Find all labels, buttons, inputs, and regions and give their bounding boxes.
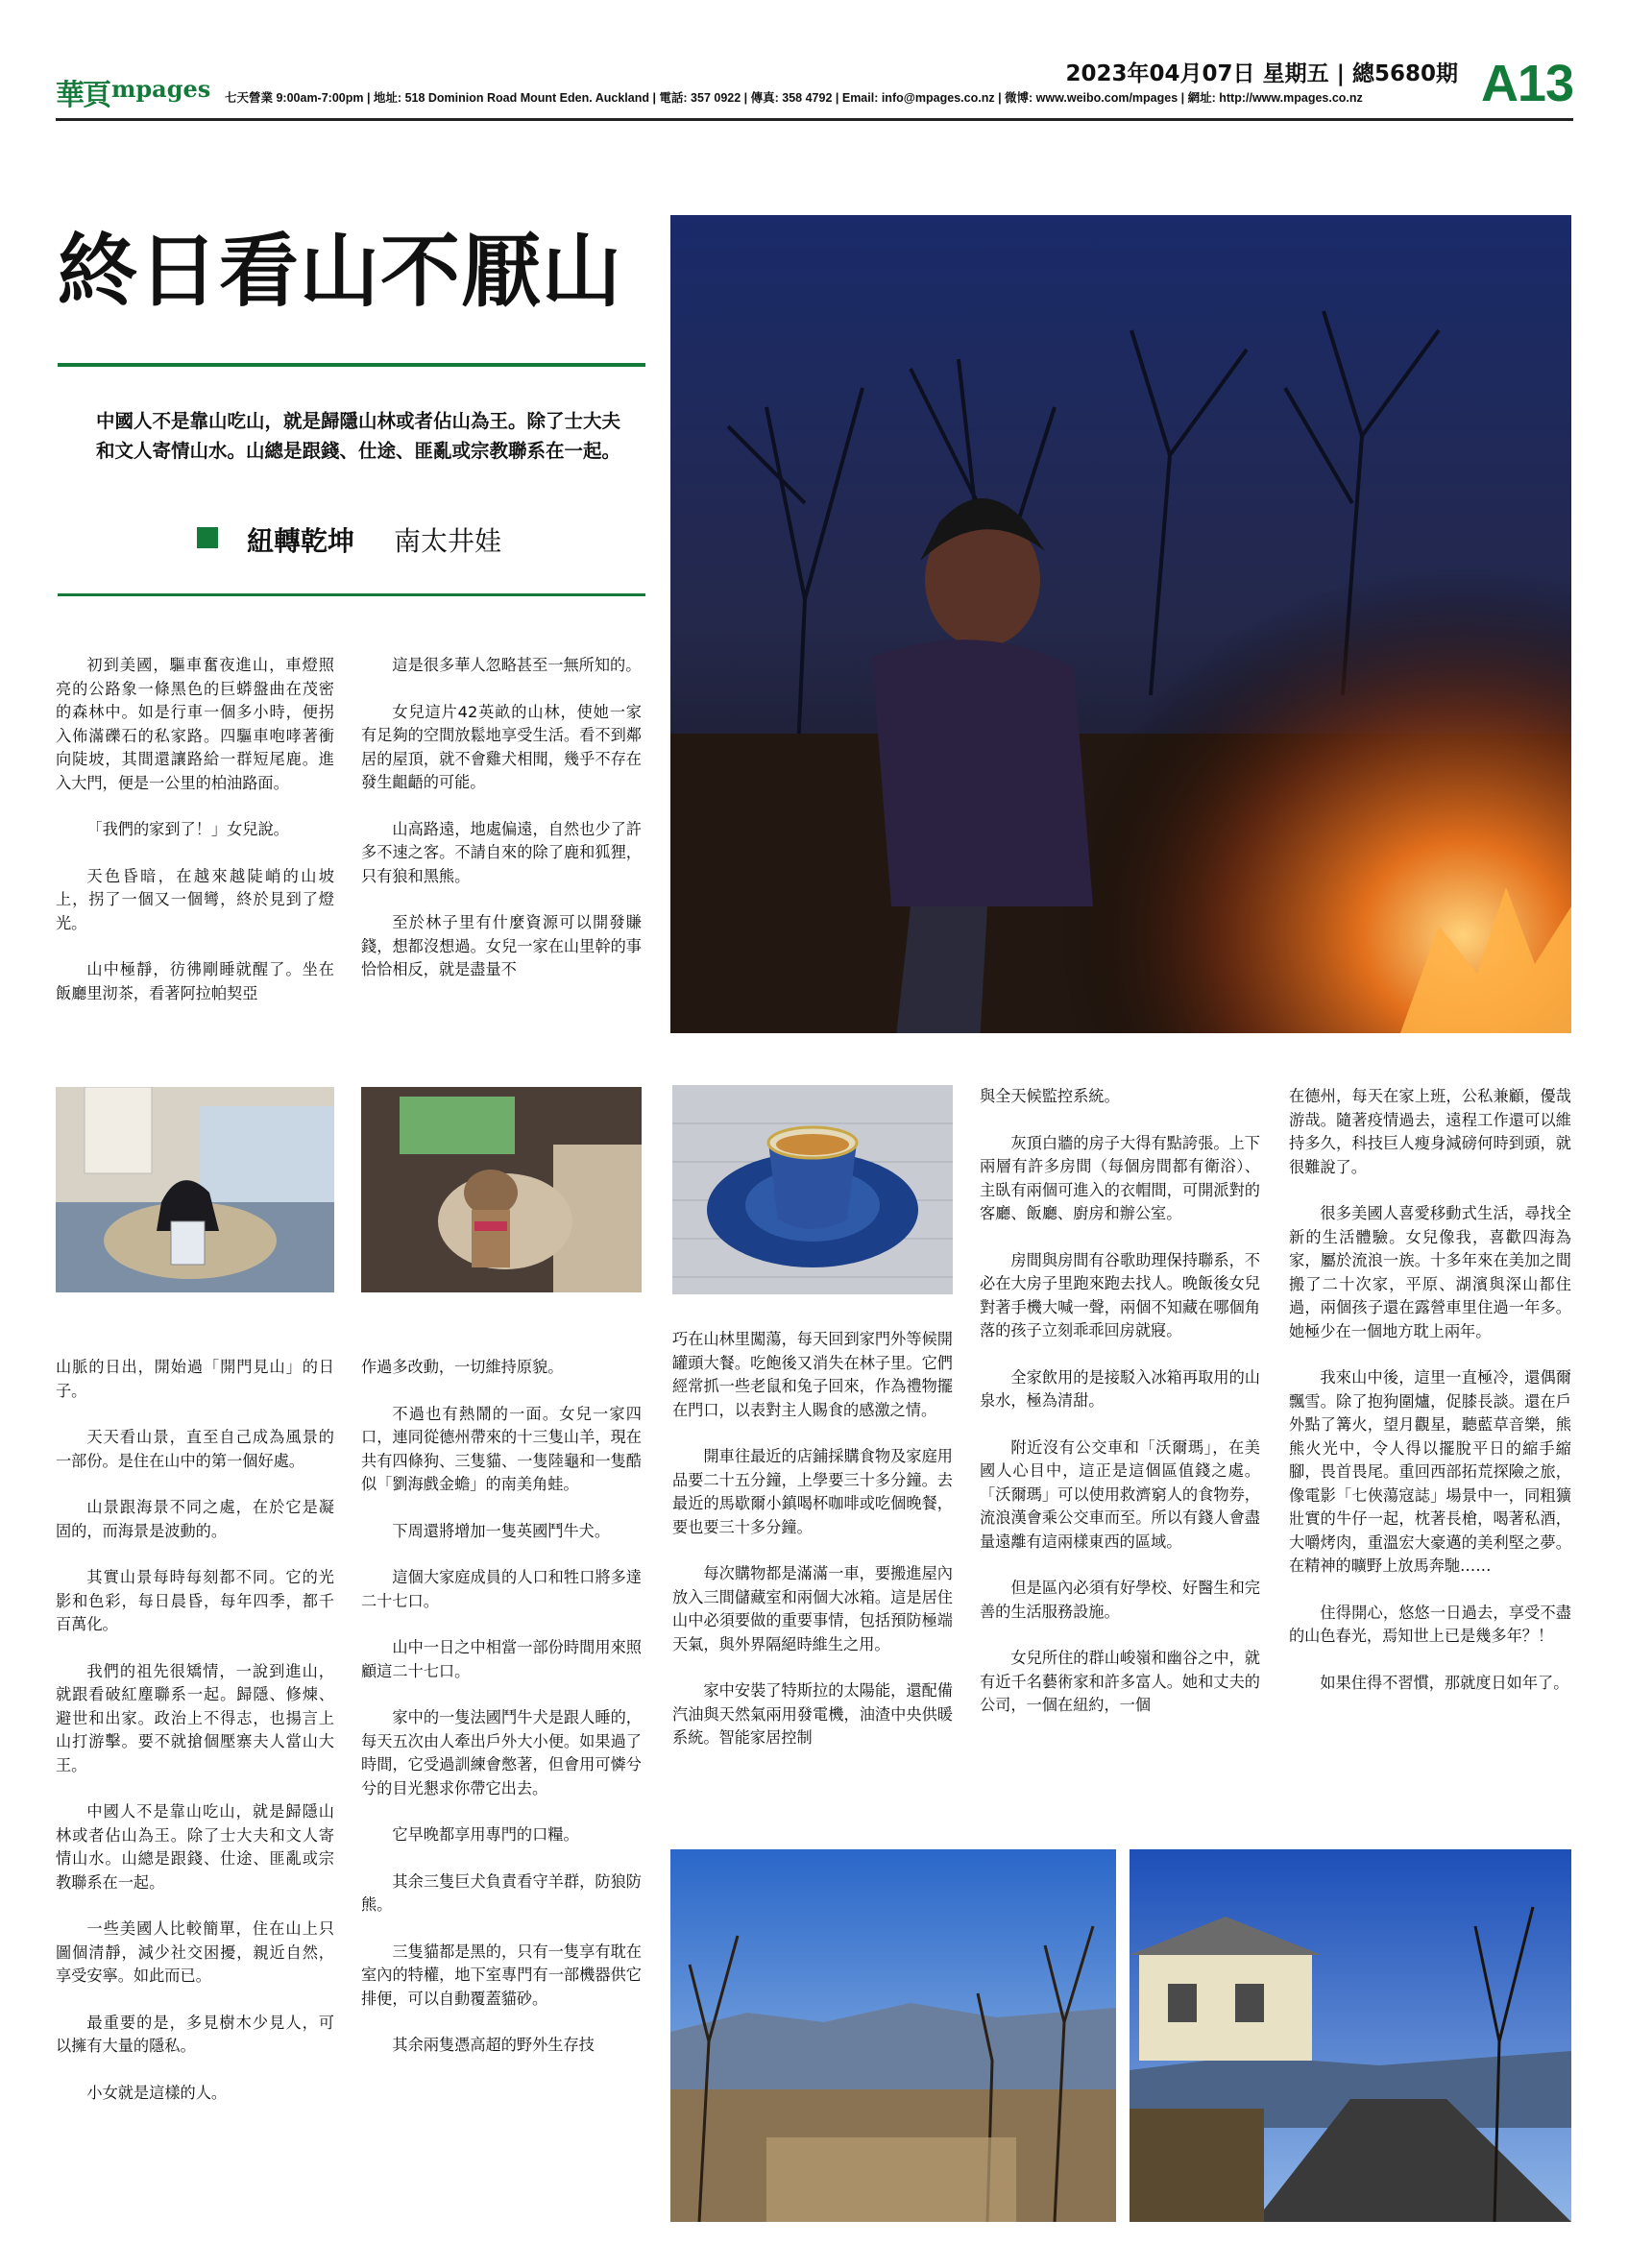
paragraph: 住得開心，悠悠一日過去，享受不盡的山色春光，焉知世上已是幾多年？！: [1289, 1603, 1571, 1645]
mountain-view-photo: [670, 1849, 1116, 2222]
paragraph: 但是區內必須有好學校、好醫生和完善的生活服務設施。: [980, 1579, 1260, 1621]
paragraph: 家中安裝了特斯拉的太陽能，還配備汽油與天然氣兩用發電機，油渣中央供暖系統。智能家居控制: [672, 1681, 953, 1747]
paragraph: 巧在山林里闖蕩，每天回到家門外等候開罐頭大餐。吃飽後又消失在林子里。它們經常抓一些老鼠和兔子回來，作為禮物擺在門口，以表對主人賜食的感激之情。: [672, 1330, 953, 1419]
paragraph: 家中的一隻法國鬥牛犬是跟人睡的，每天五次由人牽出戶外大小便。如果過了時間，它受過訓練會憋著，但會用可憐兮兮的目光懇求你帶它出去。: [361, 1708, 642, 1798]
paragraph: 這個大家庭成員的人口和牲口將多達二十七口。: [361, 1568, 642, 1610]
logo-mark: 華頁: [56, 79, 109, 112]
masthead: [56, 50, 1573, 125]
article-column-1-top: [56, 654, 334, 1028]
article-column-2-top: [361, 654, 642, 1005]
paragraph: 山脈的日出，開始過「開門見山」的日子。: [56, 1358, 334, 1400]
paragraph: 我來山中後，這里一直極冷，還偶爾飄雪。除了抱狗圍爐，促膝長談。還在戶外點了篝火，望月觀星，聽藍草音樂，熊熊火光中，令人得以擺脫平日的縮手縮腳，畏首畏尾。重回西部拓荒探險之旅，像電影「七俠蕩寇誌」場景中一，同粗獷壯實的牛仔一起，枕著長槍，喝著私酒，大嚼烤肉，重溫宏大豪邁的美利堅之夢。在精神的曠野上放馬奔馳……: [1289, 1368, 1571, 1575]
header-divider: [56, 118, 1573, 121]
paragraph: 下周還將增加一隻英國鬥牛犬。: [392, 1521, 611, 1540]
article-lead: 中國人不是靠山吃山，就是歸隱山林或者佔山為王。除了士大夫和文人寄情山水。山總是跟錢、仕途、匪亂或宗教聯系在一起。: [96, 410, 621, 462]
bonfire-night-photo: [670, 215, 1571, 1033]
byline: [197, 519, 639, 557]
paragraph: 附近沒有公交車和「沃爾瑪」，在美國人心目中，這正是這個區值錢之處。「沃爾瑪」可以使用救濟窮人的食物券，流浪漢會乘公交車而至。所以有錢人會盡量遠離有這兩樣東西的區域。: [980, 1437, 1260, 1551]
paragraph: 它早晚都享用專門的口糧。: [392, 1825, 579, 1844]
paragraph: 初到美國，驅車奮夜進山，車燈照亮的公路象一條黑色的巨蟒盤曲在茂密的森林中。如是行車一個多小時，便拐入佈滿礫石的私家路。四驅車咆哮著衝向陡坡，其間還讓路給一群短尾鹿。進入大門，便是一公里的柏油路面。: [56, 656, 334, 792]
logo-wordmark: mpages: [111, 75, 211, 103]
paragraph: 女兒所住的群山峻嶺和幽谷之中，就有近千名藝術家和許多富人。她和丈夫的公司，一個在紐約，一個: [980, 1649, 1260, 1714]
article-column-5: [1289, 1085, 1571, 1718]
article-column-2-bottom: [361, 1356, 642, 2081]
paragraph: 山中極靜，彷彿剛睡就醒了。坐在飯廳里沏茶，看著阿拉帕契亞: [56, 960, 334, 1002]
paragraph: 很多美國人喜愛移動式生活，尋找全新的生活體驗。女兒像我，喜歡四海為家，屬於流浪一族。十多年來在美加之間搬了二十次家，平原、湖濱與深山都住過，兩個孩子還在露營車里住過一年多。她極少在一個地方耽上兩年。: [1289, 1204, 1571, 1340]
paragraph: 灰頂白牆的房子大得有點誇張。上下兩層有許多房間（每個房間都有衛浴）、主臥有兩個可進入的衣帽間，可開派對的客廳、飯廳、廚房和辦公室。: [980, 1133, 1260, 1222]
paragraph: 天天看山景，直至自己成為風景的一部份。是住在山中的第一個好處。: [56, 1428, 334, 1470]
paragraph: 一些美國人比較簡單，住在山上只圖個清靜，減少社交困擾，親近自然，享受安寧。如此而已。: [56, 1919, 334, 1985]
bulldog-photo: [361, 1087, 642, 1292]
square-bullet-icon: [197, 527, 218, 548]
article-column-4: [980, 1085, 1260, 1741]
paragraph: 其實山景每時每刻都不同。它的光影和色彩，每日晨昏，每年四季，都千百萬化。: [56, 1568, 334, 1633]
paragraph: 與全天候監控系統。: [980, 1087, 1120, 1105]
issue-date: 2023年04月07日 星期五 | 總5680期: [1065, 61, 1458, 86]
paragraph: 不過也有熱鬧的一面。女兒一家四口，連同從德州帶來的十三隻山羊，現在共有四條狗、三隻貓、一隻陸龜和一隻酷似「劉海戲金蟾」的南美角蛙。: [361, 1404, 642, 1493]
paragraph: 天色昏暗，在越來越陡峭的山坡上，拐了一個又一個彎，終於見到了燈光。: [56, 866, 334, 932]
cat-window-photo: [56, 1087, 334, 1292]
paragraph: 至於林子里有什麼資源可以開發賺錢，想都沒想過。女兒一家在山里幹的事恰恰相反，就是盡量不: [361, 913, 642, 978]
teacup-photo: [672, 1085, 953, 1294]
article-title: 終日看山不厭山: [58, 224, 622, 318]
paragraph: 山景跟海景不同之處，在於它是凝固的，而海景是波動的。: [56, 1498, 334, 1540]
byline-divider: [58, 593, 645, 596]
paragraph: 我們的祖先很矯情，一說到進山，就跟看破紅塵聯系一起。歸隱、修煉、避世和出家。政治上不得志，也揚言上山打游擊。要不就搶個壓寨夫人當山大王。: [56, 1661, 334, 1774]
column-name: 紐轉乾坤: [247, 525, 355, 557]
page-number: A13: [1480, 55, 1573, 112]
paragraph: 「我們的家到了！」女兒說。: [86, 820, 289, 838]
paragraph: 如果住得不習慣，那就度日如年了。: [1320, 1673, 1569, 1692]
paragraph: 開車往最近的店鋪採購食物及家庭用品要二十五分鐘，上學要三十多分鐘。去最近的馬歇爾小鎮喝杯咖啡或吃個晚餐，要也要三十多分鐘。: [672, 1447, 953, 1536]
paragraph: 中國人不是靠山吃山，就是歸隱山林或者佔山為王。除了士大夫和文人寄情山水。山總是跟錢、仕途、匪亂或宗教聯系在一起。: [56, 1802, 334, 1892]
paragraph: 三隻貓都是黑的，只有一隻享有耽在室內的特權，地下室專門有一部機器供它排便，可以自動覆蓋貓砂。: [361, 1942, 642, 2008]
paragraph: 山高路遠，地處偏遠，自然也少了許多不速之客。不請自來的除了鹿和狐狸，只有狼和黑熊。: [361, 819, 642, 885]
contact-info: 七天營業 9:00am-7:00pm | 地址: 518 Dominion Road Mount Eden. Auckland | 電話: 357 0922 | 傳真: 358 4792 | Email: info@mpages.co.nz | 微博: www.weibo.com/mpages | 網址: http://www.mpages.co.nz: [225, 91, 1363, 105]
paragraph: 這是很多華人忽略甚至一無所知的。: [392, 656, 642, 674]
title-divider: [58, 363, 645, 367]
paragraph: 最重要的是，多見樹木少見人，可以擁有大量的隱私。: [56, 2013, 334, 2055]
paragraph: 房間與房間有谷歌助理保持聯系，不必在大房子里跑來跑去找人。晚飯後女兒對著手機大喊一聲，兩個不知藏在哪個角落的孩子立刻乖乖回房就寢。: [980, 1250, 1260, 1339]
mpages-logo: [56, 71, 211, 112]
paragraph: 每次購物都是滿滿一車，要搬進屋內放入三間儲藏室和兩個大冰箱。這是居住山中必須要做的重要事情，包括預防極端天氣，與外界隔絕時維生之用。: [672, 1564, 953, 1653]
author-name: 南太井娃: [394, 525, 502, 557]
paragraph: 作過多改動，一切維持原貌。: [361, 1358, 564, 1376]
paragraph: 女兒這片42英畝的山林，使她一家有足夠的空間放鬆地享受生活。看不到鄰居的屋頂，就不會雞犬相聞，幾乎不存在發生齟齬的可能。: [361, 702, 642, 791]
article-column-1-bottom: [56, 1356, 334, 2128]
paragraph: 山中一日之中相當一部份時間用來照顧這二十七口。: [361, 1638, 642, 1680]
paragraph: 其余兩隻憑高超的野外生存技: [392, 2036, 595, 2054]
mountain-house-photo: [1130, 1849, 1571, 2222]
paragraph: 全家飲用的是接駁入冰箱再取用的山泉水，極為清甜。: [980, 1367, 1260, 1410]
paragraph: 在德州，每天在家上班，公私兼顧，優哉游哉。隨著疫情過去，遠程工作還可以維持多久，科技巨人瘦身減磅何時到頭，就很難說了。: [1289, 1087, 1571, 1176]
paragraph: 其余三隻巨犬負責看守羊群，防狼防熊。: [361, 1871, 642, 1914]
paragraph: 小女就是這樣的人。: [86, 2083, 228, 2102]
article-column-3: [672, 1328, 953, 1773]
